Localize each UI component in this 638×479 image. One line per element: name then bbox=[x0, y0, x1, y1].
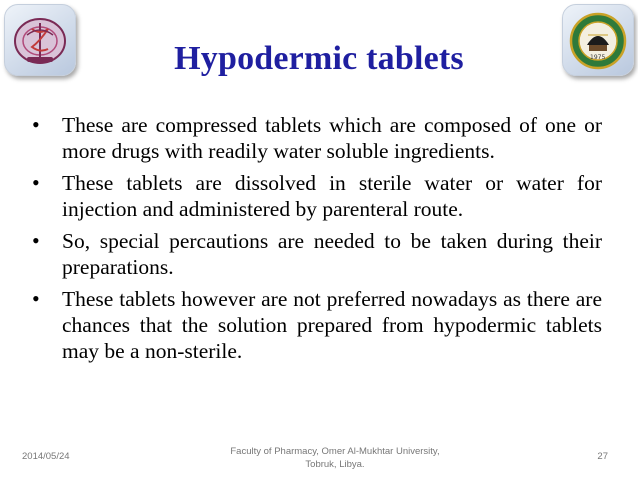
bullet-icon: • bbox=[32, 112, 40, 137]
bullet-icon: • bbox=[32, 228, 40, 253]
footer-institution-line1: Faculty of Pharmacy, Omer Al-Mukhtar University, bbox=[230, 446, 440, 457]
bullet-list bbox=[30, 112, 602, 370]
slide-title: Hypodermic tablets bbox=[174, 40, 464, 77]
bullet-item bbox=[30, 170, 602, 222]
seal-year: 1975 bbox=[590, 54, 606, 61]
footer-date: 2014/05/24 bbox=[22, 451, 70, 462]
bullet-item bbox=[30, 228, 602, 280]
bullet-text: So, special percautions are needed to be taken during their preparations. bbox=[62, 229, 602, 279]
bullet-item bbox=[30, 286, 602, 364]
footer-institution bbox=[210, 445, 460, 471]
page-number: 27 bbox=[597, 451, 608, 462]
bullet-text: These tablets are dissolved in sterile water or water for injection and administered by parenteral route. bbox=[62, 171, 602, 221]
bullet-text: These tablets however are not preferred nowadays as there are chances that the solution prepared from hypodermic tablets may be a non-sterile. bbox=[62, 287, 602, 363]
bullet-icon: • bbox=[32, 286, 40, 311]
bullet-item bbox=[30, 112, 602, 164]
footer-institution-line2: Tobruk, Libya. bbox=[305, 459, 365, 470]
bullet-text: These are compressed tablets which are composed of one or more drugs with readily water soluble ingredients. bbox=[62, 113, 602, 163]
bullet-icon: • bbox=[32, 170, 40, 195]
